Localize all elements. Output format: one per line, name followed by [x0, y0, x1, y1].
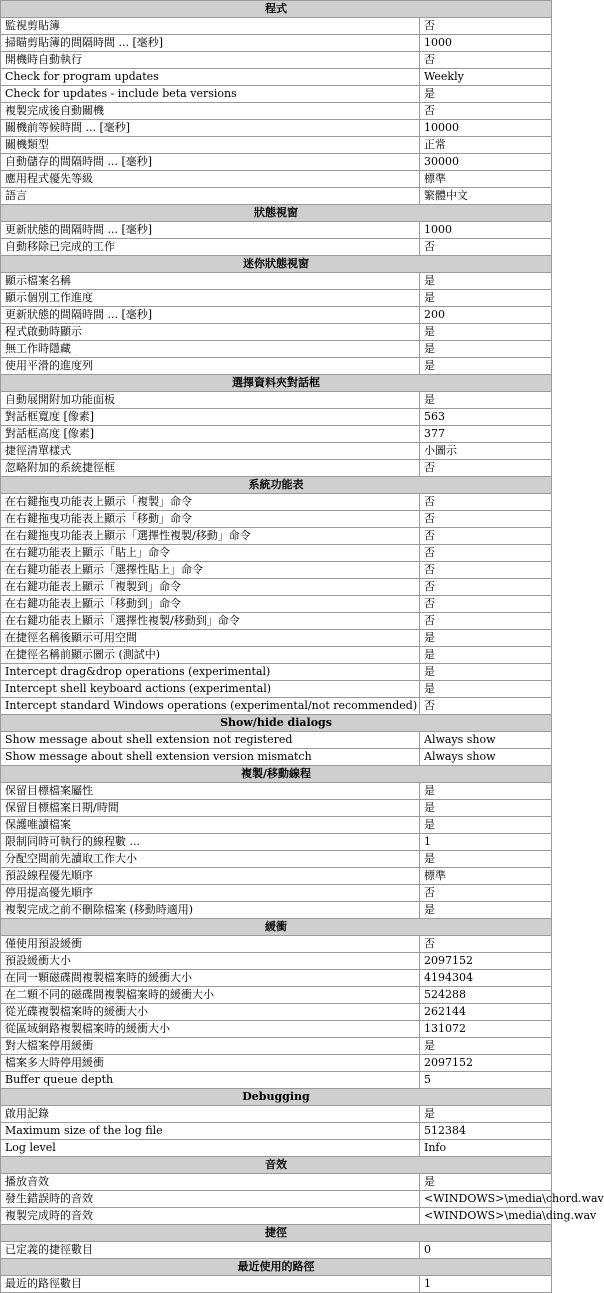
- setting-label: 顯示個別工作進度: [1, 290, 420, 307]
- setting-row: [1, 596, 552, 613]
- setting-row: [1, 698, 552, 715]
- setting-row: [1, 1072, 552, 1089]
- setting-label: 在右鍵功能表上顯示「複製到」命令: [1, 579, 420, 596]
- section-title: Debugging: [1, 1089, 552, 1106]
- setting-row: [1, 239, 552, 256]
- setting-row: [1, 987, 552, 1004]
- setting-row: [1, 630, 552, 647]
- setting-row: [1, 647, 552, 664]
- setting-row: [1, 732, 552, 749]
- setting-label: 無工作時隱藏: [1, 341, 420, 358]
- setting-label: 在二顆不同的磁碟間複製檔案時的緩衝大小: [1, 987, 420, 1004]
- setting-value: 否: [420, 545, 552, 562]
- setting-label: 僅使用預設緩衝: [1, 936, 420, 953]
- setting-row: [1, 358, 552, 375]
- setting-value: 是: [420, 681, 552, 698]
- setting-label: 語言: [1, 188, 420, 205]
- setting-value: 是: [420, 341, 552, 358]
- setting-row: [1, 307, 552, 324]
- setting-value: Always show: [420, 749, 552, 766]
- setting-label: 已定義的捷徑數目: [1, 1242, 420, 1259]
- setting-row: [1, 341, 552, 358]
- setting-value: 否: [420, 528, 552, 545]
- setting-label: 在捷徑名稱前顯示圖示 (測試中): [1, 647, 420, 664]
- setting-row: [1, 1208, 552, 1225]
- setting-label: 對大檔案停用緩衝: [1, 1038, 420, 1055]
- setting-label: 應用程式優先等級: [1, 171, 420, 188]
- section-header-row: [1, 715, 552, 732]
- setting-value: 10000: [420, 120, 552, 137]
- setting-row: [1, 494, 552, 511]
- setting-value: 標準: [420, 171, 552, 188]
- setting-row: [1, 800, 552, 817]
- setting-value: 262144: [420, 1004, 552, 1021]
- setting-value: 否: [420, 511, 552, 528]
- section-title: 緩衝: [1, 919, 552, 936]
- setting-label: 檔案多大時停用緩衝: [1, 1055, 420, 1072]
- setting-row: [1, 409, 552, 426]
- setting-row: [1, 324, 552, 341]
- setting-row: [1, 392, 552, 409]
- setting-value: 是: [420, 86, 552, 103]
- setting-label: Maximum size of the log file: [1, 1123, 420, 1140]
- setting-value: 是: [420, 647, 552, 664]
- setting-row: [1, 970, 552, 987]
- setting-label: 預設線程優先順序: [1, 868, 420, 885]
- setting-row: [1, 664, 552, 681]
- setting-row: [1, 222, 552, 239]
- setting-value: 是: [420, 630, 552, 647]
- section-title: 複製/移動線程: [1, 766, 552, 783]
- setting-value: 是: [420, 664, 552, 681]
- setting-value: 否: [420, 579, 552, 596]
- setting-value: 是: [420, 851, 552, 868]
- setting-label: 限制同時可執行的線程數 ...: [1, 834, 420, 851]
- setting-label: Buffer queue depth: [1, 1072, 420, 1089]
- setting-label: Intercept standard Windows operations (experimental/not recommended): [1, 698, 420, 715]
- setting-row: [1, 86, 552, 103]
- setting-value: 否: [420, 885, 552, 902]
- setting-row: [1, 460, 552, 477]
- setting-value: 1000: [420, 35, 552, 52]
- setting-label: 關機類型: [1, 137, 420, 154]
- setting-label: Check for program updates: [1, 69, 420, 86]
- setting-label: 預設緩衝大小: [1, 953, 420, 970]
- setting-row: [1, 511, 552, 528]
- setting-value: 524288: [420, 987, 552, 1004]
- setting-label: 複製完成時的音效: [1, 1208, 420, 1225]
- setting-row: [1, 171, 552, 188]
- setting-row: [1, 137, 552, 154]
- section-header-row: [1, 1225, 552, 1242]
- section-header-row: [1, 919, 552, 936]
- setting-label: 在右鍵功能表上顯示「貼上」命令: [1, 545, 420, 562]
- setting-value: 是: [420, 273, 552, 290]
- setting-value: 否: [420, 52, 552, 69]
- settings-table-body: [1, 1, 604, 1293]
- setting-value: Info: [420, 1140, 552, 1157]
- setting-row: [1, 613, 552, 630]
- setting-row: [1, 817, 552, 834]
- setting-label: Log level: [1, 1140, 420, 1157]
- setting-value: 563: [420, 409, 552, 426]
- section-header-row: [1, 1259, 552, 1276]
- setting-value: 2097152: [420, 1055, 552, 1072]
- setting-row: [1, 1242, 552, 1259]
- setting-value: <WINDOWS>\media\chord.wav: [420, 1191, 552, 1208]
- setting-value: 5: [420, 1072, 552, 1089]
- setting-label: 啟用記錄: [1, 1106, 420, 1123]
- setting-label: Show message about shell extension version mismatch: [1, 749, 420, 766]
- setting-value: 否: [420, 596, 552, 613]
- setting-value: 4194304: [420, 970, 552, 987]
- setting-row: [1, 35, 552, 52]
- setting-value: 否: [420, 239, 552, 256]
- setting-value: 是: [420, 1038, 552, 1055]
- setting-label: 在捷徑名稱後顯示可用空間: [1, 630, 420, 647]
- setting-row: [1, 273, 552, 290]
- setting-label: 發生錯誤時的音效: [1, 1191, 420, 1208]
- setting-row: [1, 783, 552, 800]
- setting-row: [1, 1191, 552, 1208]
- setting-row: [1, 1174, 552, 1191]
- setting-label: 分配空間前先讀取工作大小: [1, 851, 420, 868]
- setting-label: 在右鍵功能表上顯示「選擇性複製/移動到」命令: [1, 613, 420, 630]
- setting-row: [1, 885, 552, 902]
- setting-value: 30000: [420, 154, 552, 171]
- section-header-row: [1, 477, 552, 494]
- section-title: 狀態視窗: [1, 205, 552, 222]
- setting-label: 在右鍵拖曳功能表上顯示「選擇性複製/移動」命令: [1, 528, 420, 545]
- setting-row: [1, 443, 552, 460]
- section-title: 選擇資料夾對話框: [1, 375, 552, 392]
- section-header-row: [1, 1089, 552, 1106]
- setting-label: 播放音效: [1, 1174, 420, 1191]
- setting-value: 繁體中文: [420, 188, 552, 205]
- section-title: 程式: [1, 1, 552, 18]
- setting-row: [1, 1004, 552, 1021]
- setting-value: 200: [420, 307, 552, 324]
- setting-row: [1, 834, 552, 851]
- setting-label: 在同一顆磁碟間複製檔案時的緩衝大小: [1, 970, 420, 987]
- setting-label: 在右鍵拖曳功能表上顯示「移動」命令: [1, 511, 420, 528]
- setting-value: 是: [420, 324, 552, 341]
- setting-value: <WINDOWS>\media\ding.wav: [420, 1208, 552, 1225]
- setting-row: [1, 52, 552, 69]
- setting-row: [1, 953, 552, 970]
- setting-label: 停用提高優先順序: [1, 885, 420, 902]
- section-header-row: [1, 766, 552, 783]
- setting-label: 保護唯讀檔案: [1, 817, 420, 834]
- setting-label: 關機前等候時間 ... [毫秒]: [1, 120, 420, 137]
- setting-label: Check for updates - include beta versions: [1, 86, 420, 103]
- section-title: Show/hide dialogs: [1, 715, 552, 732]
- setting-label: 自動儲存的間隔時間 ... [毫秒]: [1, 154, 420, 171]
- setting-row: [1, 1123, 552, 1140]
- setting-value: 否: [420, 18, 552, 35]
- setting-value: 是: [420, 358, 552, 375]
- setting-row: [1, 188, 552, 205]
- setting-value: 正常: [420, 137, 552, 154]
- section-title: 迷你狀態視窗: [1, 256, 552, 273]
- setting-label: 最近的路徑數目: [1, 1276, 420, 1293]
- setting-value: 否: [420, 103, 552, 120]
- setting-row: [1, 18, 552, 35]
- setting-value: 否: [420, 460, 552, 477]
- setting-row: [1, 1276, 552, 1293]
- section-title: 系統功能表: [1, 477, 552, 494]
- setting-value: 否: [420, 562, 552, 579]
- setting-row: [1, 69, 552, 86]
- section-title: 捷徑: [1, 1225, 552, 1242]
- setting-label: 掃瞄剪貼簿的間隔時間 ... [毫秒]: [1, 35, 420, 52]
- section-title: 最近使用的路徑: [1, 1259, 552, 1276]
- setting-value: 1000: [420, 222, 552, 239]
- setting-row: [1, 154, 552, 171]
- setting-value: 是: [420, 817, 552, 834]
- setting-label: 程式啟動時顯示: [1, 324, 420, 341]
- setting-label: Intercept drag&drop operations (experimental): [1, 664, 420, 681]
- section-header-row: [1, 205, 552, 222]
- setting-label: 從區域網路複製檔案時的緩衝大小: [1, 1021, 420, 1038]
- setting-label: 複製完成之前不刪除檔案 (移動時適用): [1, 902, 420, 919]
- setting-row: [1, 545, 552, 562]
- setting-label: 保留目標檔案屬性: [1, 783, 420, 800]
- setting-value: 否: [420, 698, 552, 715]
- setting-label: Intercept shell keyboard actions (experimental): [1, 681, 420, 698]
- section-header-row: [1, 375, 552, 392]
- setting-row: [1, 426, 552, 443]
- setting-value: 小圖示: [420, 443, 552, 460]
- setting-value: 377: [420, 426, 552, 443]
- setting-value: 是: [420, 902, 552, 919]
- setting-label: 從光碟複製檔案時的緩衝大小: [1, 1004, 420, 1021]
- setting-label: 自動移除已完成的工作: [1, 239, 420, 256]
- setting-label: 對話框高度 [像素]: [1, 426, 420, 443]
- setting-label: 捷徑清單樣式: [1, 443, 420, 460]
- section-header-row: [1, 1157, 552, 1174]
- setting-label: 在右鍵功能表上顯示「選擇性貼上」命令: [1, 562, 420, 579]
- setting-label: Show message about shell extension not registered: [1, 732, 420, 749]
- setting-label: 使用平滑的進度列: [1, 358, 420, 375]
- setting-row: [1, 103, 552, 120]
- section-title: 音效: [1, 1157, 552, 1174]
- section-header-row: [1, 256, 552, 273]
- setting-row: [1, 936, 552, 953]
- setting-label: 更新狀態的間隔時間 ... [毫秒]: [1, 222, 420, 239]
- setting-value: 否: [420, 613, 552, 630]
- setting-row: [1, 579, 552, 596]
- setting-row: [1, 681, 552, 698]
- setting-label: 對話框寬度 [像素]: [1, 409, 420, 426]
- setting-label: 忽略附加的系統捷徑框: [1, 460, 420, 477]
- setting-value: 是: [420, 1106, 552, 1123]
- setting-row: [1, 902, 552, 919]
- setting-value: 是: [420, 800, 552, 817]
- setting-row: [1, 528, 552, 545]
- setting-row: [1, 851, 552, 868]
- setting-value: 否: [420, 494, 552, 511]
- setting-value: 標準: [420, 868, 552, 885]
- setting-label: 在右鍵功能表上顯示「移動到」命令: [1, 596, 420, 613]
- setting-row: [1, 1106, 552, 1123]
- setting-row: [1, 1021, 552, 1038]
- setting-label: 監視剪貼簿: [1, 18, 420, 35]
- setting-value: 0: [420, 1242, 552, 1259]
- setting-label: 複製完成後自動關機: [1, 103, 420, 120]
- setting-label: 在右鍵拖曳功能表上顯示「複製」命令: [1, 494, 420, 511]
- setting-label: 保留目標檔案日期/時間: [1, 800, 420, 817]
- setting-row: [1, 290, 552, 307]
- setting-value: 1: [420, 834, 552, 851]
- setting-label: 更新狀態的間隔時間 ... [毫秒]: [1, 307, 420, 324]
- setting-label: 開機時自動執行: [1, 52, 420, 69]
- setting-row: [1, 1055, 552, 1072]
- setting-value: 131072: [420, 1021, 552, 1038]
- setting-label: 自動展開附加功能面板: [1, 392, 420, 409]
- setting-label: 顯示檔案名稱: [1, 273, 420, 290]
- setting-value: Weekly: [420, 69, 552, 86]
- setting-value: 是: [420, 1174, 552, 1191]
- setting-value: 2097152: [420, 953, 552, 970]
- setting-value: Always show: [420, 732, 552, 749]
- setting-row: [1, 1140, 552, 1157]
- section-header-row: [1, 1, 552, 18]
- setting-row: [1, 562, 552, 579]
- setting-value: 是: [420, 783, 552, 800]
- setting-value: 否: [420, 936, 552, 953]
- setting-value: 1: [420, 1276, 552, 1293]
- setting-row: [1, 749, 552, 766]
- setting-value: 是: [420, 290, 552, 307]
- setting-row: [1, 868, 552, 885]
- setting-row: [1, 120, 552, 137]
- setting-value: 512384: [420, 1123, 552, 1140]
- setting-row: [1, 1038, 552, 1055]
- setting-value: 是: [420, 392, 552, 409]
